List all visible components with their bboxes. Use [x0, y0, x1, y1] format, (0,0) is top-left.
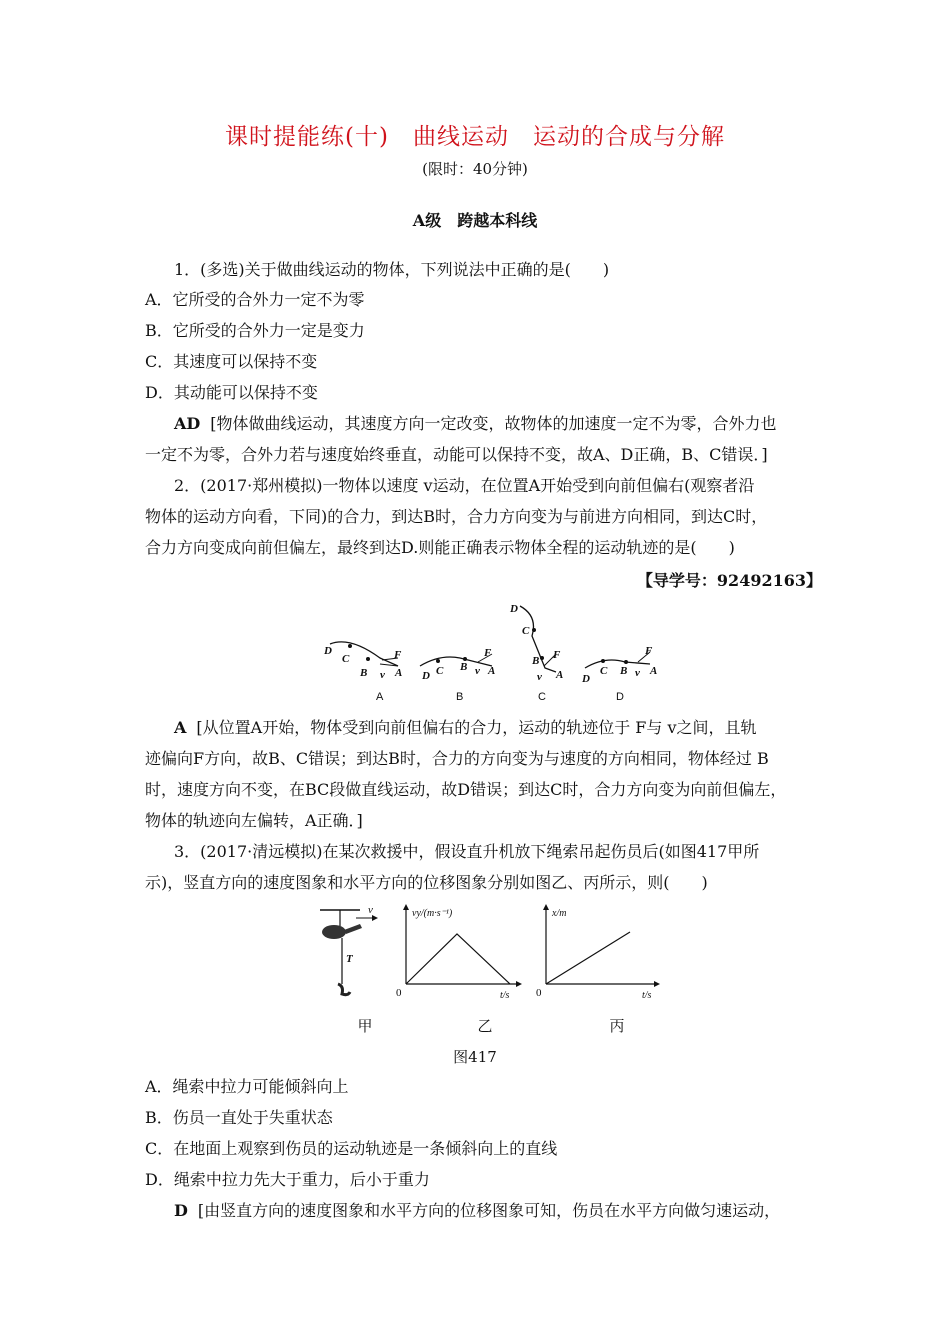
velocity-arrow-head [372, 915, 378, 921]
yi-velocity-line [406, 934, 510, 984]
trajectory-b [420, 657, 492, 666]
label-c-d: C [600, 665, 608, 677]
q3-option-c: C．在地面上观察到伤员的运动轨迹是一条倾斜向上的直线 [145, 1139, 558, 1158]
yi-origin: 0 [396, 987, 402, 999]
q3-answer: D [174, 1201, 188, 1220]
trajectory-d [585, 660, 650, 668]
helicopter-body [322, 925, 346, 939]
velocity-time-graph [392, 902, 522, 1002]
bing-x-label: t/s [642, 990, 652, 1001]
fig-jia-label: 甲 [357, 1017, 373, 1035]
q2-explanation-4: 物体的轨迹向左偏转，A正确．] [145, 811, 363, 830]
q1-option-c: C．其速度可以保持不变 [145, 352, 318, 371]
figure-label-b: B [456, 691, 464, 703]
label-b-b: B [460, 661, 468, 673]
label-c-b: C [436, 665, 444, 677]
point-c-b [436, 659, 440, 663]
q1-option-d: D．其动能可以保持不变 [145, 383, 318, 402]
point-b-d [624, 660, 628, 664]
q1-answer: AD [174, 414, 201, 433]
q1-explanation-1: [物体做曲线运动，其速度方向一定改变，故物体的加速度一定不为零，合外力也 [210, 414, 777, 433]
label-d-d: D [582, 673, 590, 685]
bing-y-label: x/m [552, 908, 567, 919]
figure-label-c: C [538, 691, 546, 703]
label-v-b: v [475, 665, 480, 677]
label-a-d: A [650, 665, 658, 677]
q2-trajectory-figure [320, 596, 665, 706]
q2-stem-1: 2．(2017·郑州模拟)一物体以速度 v运动，在位置A开始受到向前但偏右(观察者沿 [174, 476, 755, 495]
trajectory-a [330, 642, 398, 666]
q2-explanation-1: [从位置A开始，物体受到向前但偏右的合力，运动的轨迹位于 F与 v之间，且轨 [196, 718, 757, 737]
q3-answer-line [174, 1200, 780, 1222]
label-c-c: C [522, 625, 530, 637]
label-v-d: v [635, 667, 640, 679]
point-b-a [366, 657, 370, 661]
fig-bing-label: 丙 [609, 1017, 625, 1035]
point-b-c [540, 656, 544, 660]
bing-x-arrow [654, 981, 660, 987]
label-f-c: F [553, 649, 561, 661]
q2-guide-code: 【导学号：92492163】 [636, 571, 822, 590]
q3-figure-caption: 图417 [453, 1048, 497, 1066]
label-d-b: D [422, 670, 430, 682]
injured-person [338, 984, 350, 995]
section-heading: A级 跨越本科线 [412, 211, 538, 230]
helicopter-v-label: v [368, 904, 373, 916]
label-f-d: F [645, 645, 653, 657]
figure-label-a: A [376, 691, 384, 703]
q3-option-a: A．绳索中拉力可能倾斜向上 [145, 1077, 349, 1096]
helicopter-figure [312, 902, 382, 1002]
figure-label-d: D [616, 691, 624, 703]
label-b-c: B [532, 655, 540, 667]
q2-explanation-2: 迹偏向F方向，故B、C错误；到达B时，合力的方向变为与速度的方向相同，物体经过 B [145, 749, 769, 768]
q1-explanation-2: 一定不为零，合外力若与速度始终垂直，动能可以保持不变，故A、D正确，B、C错误．] [145, 445, 768, 464]
point-c-c [532, 628, 536, 632]
page-title: 课时提能练(十) 曲线运动 运动的合成与分解 [225, 124, 725, 150]
q2-answer-line [174, 717, 757, 739]
label-c-a: C [342, 653, 350, 665]
q2-answer: A [174, 718, 187, 737]
q2-explanation-3: 时，速度方向不变，在BC段做直线运动，故D错误；到达C时，合力方向变为向前但偏左， [145, 780, 787, 799]
bing-displacement-line [546, 932, 630, 984]
bing-origin: 0 [536, 987, 542, 999]
displacement-time-graph [534, 902, 664, 1002]
fig-yi-label: 乙 [477, 1017, 493, 1035]
q3-stem-1: 3．(2017·清远模拟)在某次救援中，假设直升机放下绳索吊起伤员后(如图417甲所 [174, 842, 760, 861]
point-c-d [601, 659, 605, 663]
yi-x-label: t/s [500, 990, 510, 1001]
label-f-b: F [484, 647, 492, 659]
helicopter-tail [344, 924, 362, 934]
label-d-c: D [510, 603, 518, 615]
label-b-a: B [360, 667, 368, 679]
q1-answer-line [174, 413, 777, 435]
q3-option-b: B．伤员一直处于失重状态 [145, 1108, 333, 1127]
label-b-d: B [620, 665, 628, 677]
q2-stem-3: 合力方向变成向前但偏左，最终到达D.则能正确表示物体全程的运动轨迹的是( ) [145, 538, 735, 557]
label-v-a: v [380, 669, 385, 681]
label-a-a: A [395, 667, 403, 679]
q1-stem: 1．(多选)关于做曲线运动的物体，下列说法中正确的是( ) [174, 260, 610, 279]
point-c-a [348, 644, 352, 648]
q3-stem-2: 示)，竖直方向的速度图象和水平方向的位移图象分别如图乙、丙所示，则( ) [145, 873, 708, 892]
label-a-b: A [488, 665, 496, 677]
time-limit: (限时：40分钟) [422, 160, 528, 178]
bing-y-arrow [543, 904, 549, 910]
label-d-a: D [324, 645, 332, 657]
label-v-c: v [537, 671, 542, 683]
q1-option-b: B．它所受的合外力一定是变力 [145, 321, 365, 340]
label-a-c: A [556, 669, 564, 681]
q3-option-d: D．绳索中拉力先大于重力，后小于重力 [145, 1170, 430, 1189]
label-f-a: F [394, 649, 402, 661]
yi-y-arrow [403, 904, 409, 910]
yi-y-label: vy/(m·s⁻¹) [412, 908, 453, 919]
q1-option-a: A．它所受的合外力一定不为零 [145, 290, 365, 309]
yi-x-arrow [516, 981, 522, 987]
q2-stem-2: 物体的运动方向看，下同)的合力，到达B时，合力方向变为与前进方向相同，到达C时， [145, 507, 768, 526]
q3-explanation-1: [由竖直方向的速度图象和水平方向的位移图象可知，伤员在水平方向做匀速运动， [197, 1201, 781, 1220]
rope-label: T [346, 953, 353, 965]
